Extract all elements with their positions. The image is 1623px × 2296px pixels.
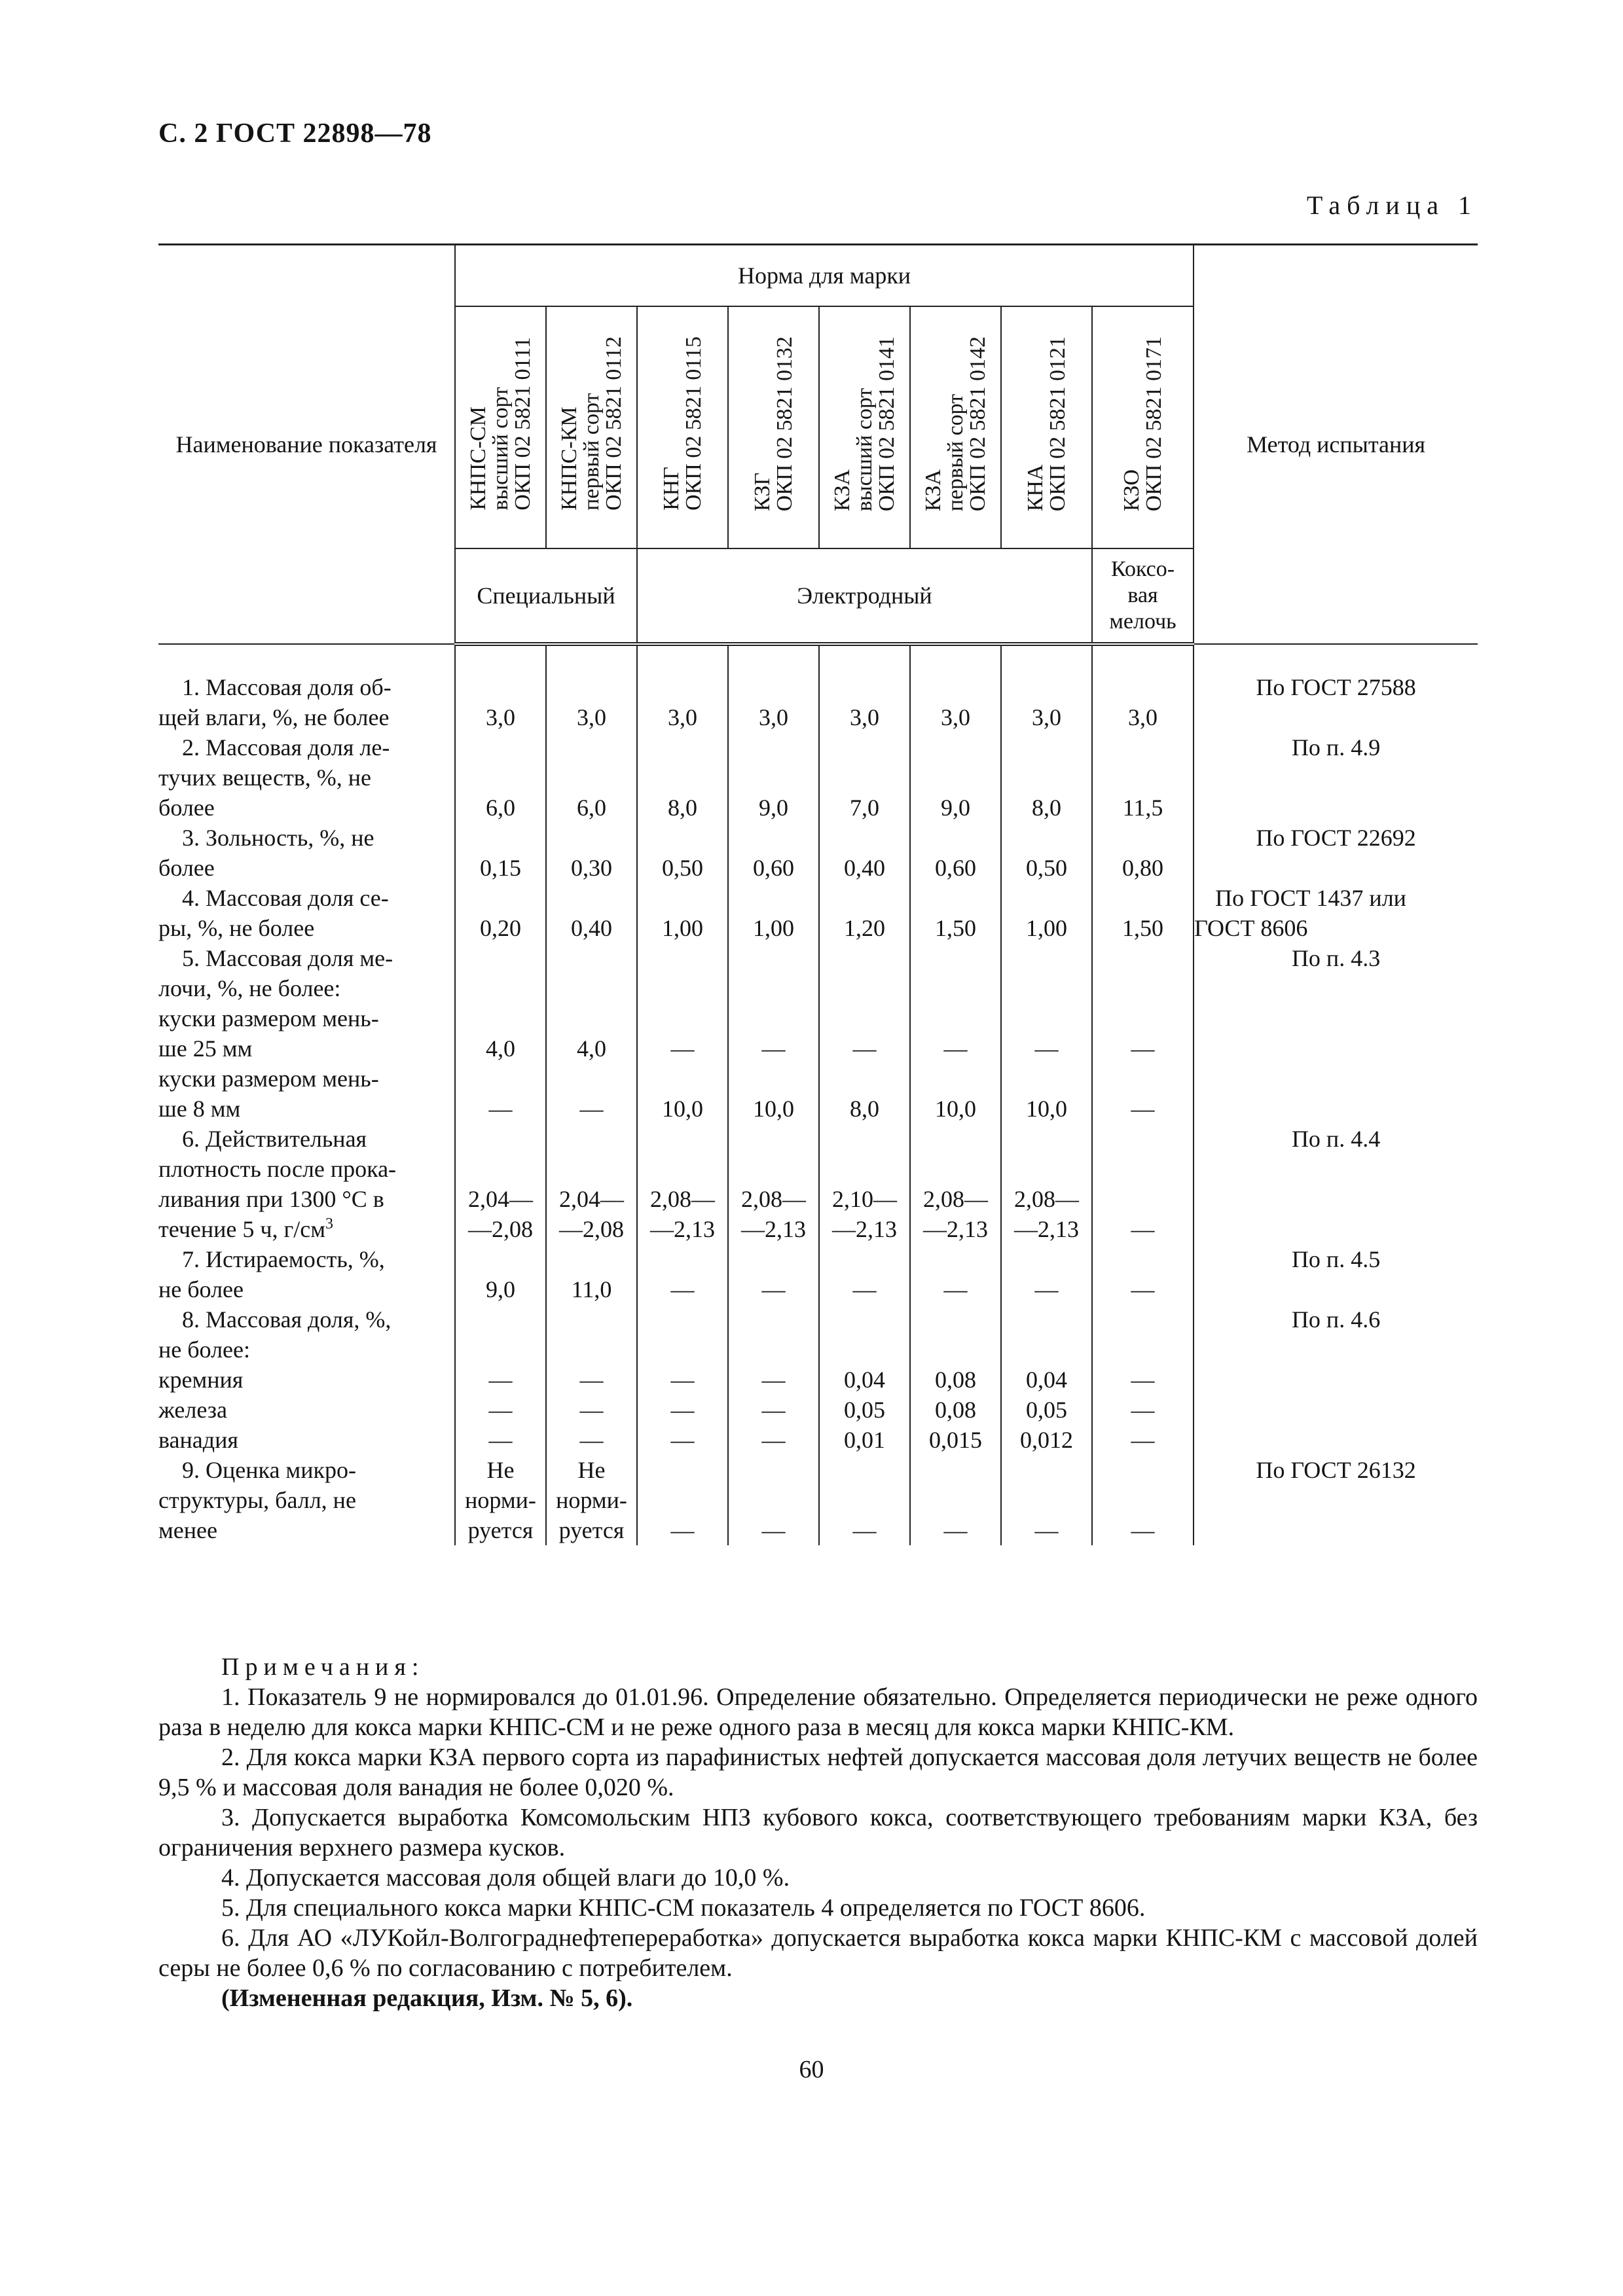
indicator-label-line [158, 1003, 454, 1033]
notes-title: Примечания: [221, 1653, 425, 1681]
value-cell: 10,0 [637, 1064, 728, 1124]
table-row [158, 1395, 1478, 1425]
value-cell: — [637, 1365, 728, 1395]
value-cell [1092, 943, 1194, 1003]
indicator-label-line [158, 1094, 454, 1124]
table-row [158, 1003, 1478, 1064]
value-cell: 0,40 [546, 883, 637, 943]
table-row [158, 1244, 1478, 1304]
value-cell [546, 943, 637, 1003]
value-cell: 0,30 [546, 823, 637, 883]
note-item: 6. Для АО «ЛУКойл-Волгограднефтепереработка» допускается выработка кокса марки КНПС-КМ с массовой долей серы не более 0,6 % по согласованию с потребителем. [158, 1924, 1478, 1982]
value-cell [637, 1304, 728, 1365]
indicator-label-line [158, 1184, 454, 1214]
value-cell [819, 1304, 910, 1365]
note-item: 5. Для специального кокса марки КНПС-СМ показатель 4 определяется по ГОСТ 8606. [221, 1894, 1146, 1922]
value-cell: 0,05 [1001, 1395, 1092, 1425]
value-cell: 0,15 [455, 823, 546, 883]
value-cell: — [1092, 1124, 1194, 1244]
value-cell: 1,50 [1092, 883, 1194, 943]
indicator-label-text: 9. Оценка микро- [182, 1457, 356, 1483]
value-cell: — [1092, 1425, 1194, 1455]
value-cell: 8,0 [819, 1064, 910, 1124]
indicator-label [158, 1244, 455, 1304]
method-cell: По п. 4.6 [1194, 1304, 1478, 1365]
indicator-label-text: не более: [158, 1336, 251, 1363]
value-cell [1001, 1304, 1092, 1365]
value-cell: — [455, 1395, 546, 1425]
value-cell [910, 943, 1001, 1003]
note-item: 3. Допускается выработка Комсомольским НПЗ кубового кокса, соответствующего требованиям марки КЗА, без ограничения верхнего размера кусков. [158, 1804, 1478, 1861]
indicator-label-text: ше 25 мм [158, 1035, 253, 1062]
value-cell: 6,0 [455, 732, 546, 823]
indicator-label [158, 1455, 455, 1545]
value-cell: — [728, 1244, 819, 1304]
value-cell: 0,20 [455, 883, 546, 943]
grade-header: КЗО ОКП 02 5821 0171 [1092, 306, 1194, 548]
indicator-label-text: плотность после прока- [158, 1156, 397, 1182]
value-cell: 8,0 [637, 732, 728, 823]
value-cell: — [546, 1425, 637, 1455]
value-cell: — [1092, 1003, 1194, 1064]
indicator-label-line [158, 1304, 454, 1335]
value-cell: 2,04— —2,08 [455, 1124, 546, 1244]
value-cell: 0,01 [819, 1425, 910, 1455]
table-row [158, 823, 1478, 883]
indicator-label-text: менее [158, 1517, 217, 1543]
value-cell: 3,0 [728, 672, 819, 732]
value-cell [455, 1304, 546, 1365]
indicator-label-text: 1. Массовая доля об- [182, 674, 392, 700]
table-caption: Таблица 1 [1306, 190, 1478, 220]
method-cell [1194, 1365, 1478, 1395]
value-cell: 0,50 [1001, 823, 1092, 883]
indicator-label-text: 6. Действительная [182, 1126, 367, 1152]
value-cell: 2,04— —2,08 [546, 1124, 637, 1244]
indicator-label-line [158, 913, 454, 943]
indicator-label-text: 3. Зольность, %, не [182, 825, 374, 851]
value-cell: — [455, 1064, 546, 1124]
value-cell: 0,80 [1092, 823, 1194, 883]
method-cell: По п. 4.4 [1194, 1124, 1478, 1244]
value-cell [1092, 1304, 1194, 1365]
table-row [158, 1455, 1478, 1545]
value-cell: 0,015 [910, 1425, 1001, 1455]
value-cell: 1,50 [910, 883, 1001, 943]
value-cell: 3,0 [1001, 672, 1092, 732]
type-header-special: Специальный [455, 548, 637, 644]
type-header-fines: Коксо- вая мелочь [1092, 548, 1194, 644]
value-cell [455, 943, 546, 1003]
method-line: ГОСТ 8606 [1194, 915, 1308, 941]
value-cell: 1,00 [637, 883, 728, 943]
table-row [158, 1304, 1478, 1365]
table-row [158, 943, 1478, 1003]
value-cell: 0,40 [819, 823, 910, 883]
value-cell: 10,0 [1001, 1064, 1092, 1124]
value-cell: — [1001, 1455, 1092, 1545]
value-cell: 10,0 [910, 1064, 1001, 1124]
value-cell: — [728, 1003, 819, 1064]
value-cell: — [910, 1455, 1001, 1545]
indicator-label-text: кремния [158, 1367, 244, 1393]
value-cell [910, 1304, 1001, 1365]
indicator-label-text: 7. Истираемость, %, [182, 1246, 385, 1272]
value-cell [637, 943, 728, 1003]
method-cell: По ГОСТ 22692 [1194, 823, 1478, 883]
value-cell: 9,0 [455, 1244, 546, 1304]
value-cell: 0,60 [728, 823, 819, 883]
indicator-label-text: 2. Массовая доля ле- [182, 734, 390, 761]
value-cell: — [637, 1003, 728, 1064]
unit-superscript: 3 [325, 1215, 334, 1232]
method-cell [1194, 1395, 1478, 1425]
note-item: 2. Для кокса марки КЗА первого сорта из парафинистых нефтей допускается массовая доля летучих веществ не более 9,5 % и массовая доля ванадия не более 0,020 %. [158, 1744, 1478, 1801]
value-cell: 1,00 [1001, 883, 1092, 943]
value-cell: Не норми- руется [546, 1455, 637, 1545]
value-cell: — [637, 1395, 728, 1425]
method-column-header: Метод испытания [1194, 245, 1478, 645]
indicator-label [158, 943, 455, 1003]
value-cell: — [1092, 1395, 1194, 1425]
value-cell: — [728, 1455, 819, 1545]
value-cell [728, 943, 819, 1003]
value-cell: 4,0 [455, 1003, 546, 1064]
value-cell: — [637, 1455, 728, 1545]
value-cell: 10,0 [728, 1064, 819, 1124]
indicator-label-line [158, 1214, 454, 1244]
page-number: 60 [799, 2056, 824, 2083]
indicator-label-line [158, 1274, 454, 1304]
value-cell: 0,08 [910, 1365, 1001, 1395]
indicator-label-line [158, 853, 454, 883]
value-cell: — [910, 1244, 1001, 1304]
note-item: 1. Показатель 9 не нормировался до 01.01.96. Определение обязательно. Определяется периодически не реже одного раза в неделю для кокса марки КНПС-СМ и не реже одного раза в месяц для кокса марки КНПС-КМ. [158, 1683, 1478, 1741]
indicator-label [158, 1365, 455, 1395]
value-cell: 2,08— —2,13 [637, 1124, 728, 1244]
value-cell: — [1092, 1244, 1194, 1304]
indicator-label-line [158, 1455, 454, 1485]
grade-header: КЗГ ОКП 02 5821 0132 [728, 306, 819, 548]
note-item: 4. Допускается массовая доля общей влаги до 10,0 %. [221, 1864, 790, 1892]
value-cell: — [637, 1425, 728, 1455]
value-cell: — [546, 1365, 637, 1395]
method-cell [1194, 1425, 1478, 1455]
indicator-label-line [158, 702, 454, 732]
indicator-label-line [158, 823, 454, 853]
table-row [158, 672, 1478, 732]
indicator-label-line [158, 1425, 454, 1455]
value-cell: — [546, 1395, 637, 1425]
table-row [158, 732, 1478, 823]
indicator-label [158, 1304, 455, 1365]
indicator-label [158, 672, 455, 732]
indicator-label-text: ше 8 мм [158, 1096, 241, 1122]
table-row [158, 1124, 1478, 1244]
indicator-label-line [158, 1244, 454, 1274]
indicator-label-line [158, 1335, 454, 1365]
value-cell: — [1092, 1365, 1194, 1395]
value-cell: 2,08— —2,13 [1001, 1124, 1092, 1244]
notes-section [158, 1652, 1478, 2013]
value-cell: 0,012 [1001, 1425, 1092, 1455]
method-cell: По п. 4.3 [1194, 943, 1478, 1003]
method-cell: По п. 4.9 [1194, 732, 1478, 823]
table-row [158, 1365, 1478, 1395]
indicator-label-line [158, 943, 454, 973]
indicator-label [158, 1003, 455, 1064]
value-cell: 2,08— —2,13 [728, 1124, 819, 1244]
norm-column-header: Норма для марки [455, 245, 1194, 307]
indicator-label [158, 823, 455, 883]
method-line: По ГОСТ 1437 или [1215, 885, 1406, 911]
method-cell [1194, 1003, 1478, 1064]
indicator-label-text: 5. Массовая доля ме- [182, 945, 393, 971]
table-row [158, 1425, 1478, 1455]
value-cell: — [728, 1425, 819, 1455]
indicator-label-text: более [158, 795, 215, 821]
value-cell: 0,04 [1001, 1365, 1092, 1395]
indicator-label-text: 4. Массовая доля се- [182, 885, 389, 911]
indicator-label-line [158, 672, 454, 702]
table-body [158, 644, 1478, 1545]
grade-header: КНПС-СМ высший сорт ОКП 02 5821 0111 [455, 306, 546, 548]
value-cell [728, 1304, 819, 1365]
indicator-label-line [158, 973, 454, 1003]
value-cell: — [728, 1395, 819, 1425]
indicator-label [158, 1395, 455, 1425]
value-cell: 3,0 [546, 672, 637, 732]
indicator-label [158, 1064, 455, 1124]
table-row [158, 1064, 1478, 1124]
indicator-label-line [158, 1365, 454, 1395]
value-cell: 0,04 [819, 1365, 910, 1395]
indicator-label-text: ры, %, не более [158, 915, 315, 941]
value-cell: 1,00 [728, 883, 819, 943]
indicator-label-text: более [158, 855, 215, 881]
value-cell: — [819, 1244, 910, 1304]
value-cell: 3,0 [455, 672, 546, 732]
page-header: С. 2 ГОСТ 22898—78 [158, 118, 432, 149]
indicator-label-line [158, 1485, 454, 1515]
value-cell: 9,0 [910, 732, 1001, 823]
value-cell: — [455, 1425, 546, 1455]
value-cell: 11,0 [546, 1244, 637, 1304]
indicator-label-line [158, 883, 454, 913]
indicator-label [158, 883, 455, 943]
grade-header: КНА ОКП 02 5821 0121 [1001, 306, 1092, 548]
indicator-column-header: Наименование показателя [158, 245, 455, 645]
value-cell: 8,0 [1001, 732, 1092, 823]
indicator-label-text: тучих веществ, %, не [158, 764, 371, 791]
value-cell: 0,05 [819, 1395, 910, 1425]
value-cell: — [1001, 1244, 1092, 1304]
indicator-label-line [158, 1124, 454, 1154]
indicator-label-text: структуры, балл, не [158, 1487, 356, 1513]
value-cell: 3,0 [1092, 672, 1194, 732]
value-cell: 4,0 [546, 1003, 637, 1064]
value-cell [1001, 943, 1092, 1003]
value-cell: — [1092, 1064, 1194, 1124]
indicator-label-line [158, 762, 454, 793]
value-cell: 1,20 [819, 883, 910, 943]
indicator-label-line [158, 1395, 454, 1425]
method-cell: По ГОСТ 27588 [1194, 672, 1478, 732]
indicator-label-text: щей влаги, %, не более [158, 704, 390, 730]
value-cell: 0,50 [637, 823, 728, 883]
indicator-label-text: лочи, %, не более: [158, 975, 341, 1001]
indicator-label-text: ливания при 1300 °С в [158, 1186, 384, 1212]
value-cell: 0,08 [910, 1395, 1001, 1425]
method-cell: По ГОСТ 26132 [1194, 1455, 1478, 1545]
value-cell: 0,60 [910, 823, 1001, 883]
value-cell: 11,5 [1092, 732, 1194, 823]
value-cell: 2,08— —2,13 [910, 1124, 1001, 1244]
indicator-label-line [158, 1064, 454, 1094]
grade-header: КНГ ОКП 02 5821 0115 [637, 306, 728, 548]
edition-note: (Измененная редакция, Изм. № 5, 6). [221, 1984, 633, 2012]
indicator-label [158, 1425, 455, 1455]
value-cell: — [1092, 1455, 1194, 1545]
method-cell [1194, 883, 1478, 943]
indicator-label-line [158, 1154, 454, 1184]
indicator-label-text: не более [158, 1276, 244, 1302]
value-cell: 2,10— —2,13 [819, 1124, 910, 1244]
grade-header: КЗА первый сорт ОКП 02 5821 0142 [910, 306, 1001, 548]
indicator-label-line [158, 793, 454, 823]
indicator-label-text: ванадия [158, 1427, 238, 1453]
grade-header: КНПС-КМ первый сорт ОКП 02 5821 0112 [546, 306, 637, 548]
value-cell: 3,0 [637, 672, 728, 732]
table-row [158, 883, 1478, 943]
value-cell: 7,0 [819, 732, 910, 823]
value-cell: — [728, 1365, 819, 1395]
value-cell: — [637, 1244, 728, 1304]
indicator-label [158, 1124, 455, 1244]
value-cell [819, 943, 910, 1003]
value-cell: 9,0 [728, 732, 819, 823]
indicator-label-text: куски размером мень- [158, 1005, 379, 1031]
indicator-label [158, 732, 455, 823]
value-cell [546, 1304, 637, 1365]
method-cell [1194, 1064, 1478, 1124]
value-cell: — [546, 1064, 637, 1124]
value-cell: 3,0 [910, 672, 1001, 732]
method-cell: По п. 4.5 [1194, 1244, 1478, 1304]
grade-header: КЗА высший сорт ОКП 02 5821 0141 [819, 306, 910, 548]
indicator-label-text: железа [158, 1397, 227, 1423]
value-cell: — [455, 1365, 546, 1395]
indicator-label-text: течение 5 ч, г/см [158, 1216, 326, 1242]
value-cell: 3,0 [819, 672, 910, 732]
indicator-label-line [158, 1515, 454, 1545]
indicator-label-line [158, 732, 454, 762]
value-cell: 6,0 [546, 732, 637, 823]
value-cell: — [910, 1003, 1001, 1064]
value-cell: — [1001, 1003, 1092, 1064]
indicator-label-line [158, 1033, 454, 1064]
value-cell: — [819, 1455, 910, 1545]
specification-table [158, 243, 1478, 1545]
indicator-label-text: 8. Массовая доля, %, [182, 1306, 392, 1333]
value-cell: Не норми- руется [455, 1455, 546, 1545]
indicator-label-text: куски размером мень- [158, 1066, 379, 1092]
type-header-electrode: Электродный [637, 548, 1092, 644]
value-cell: — [819, 1003, 910, 1064]
